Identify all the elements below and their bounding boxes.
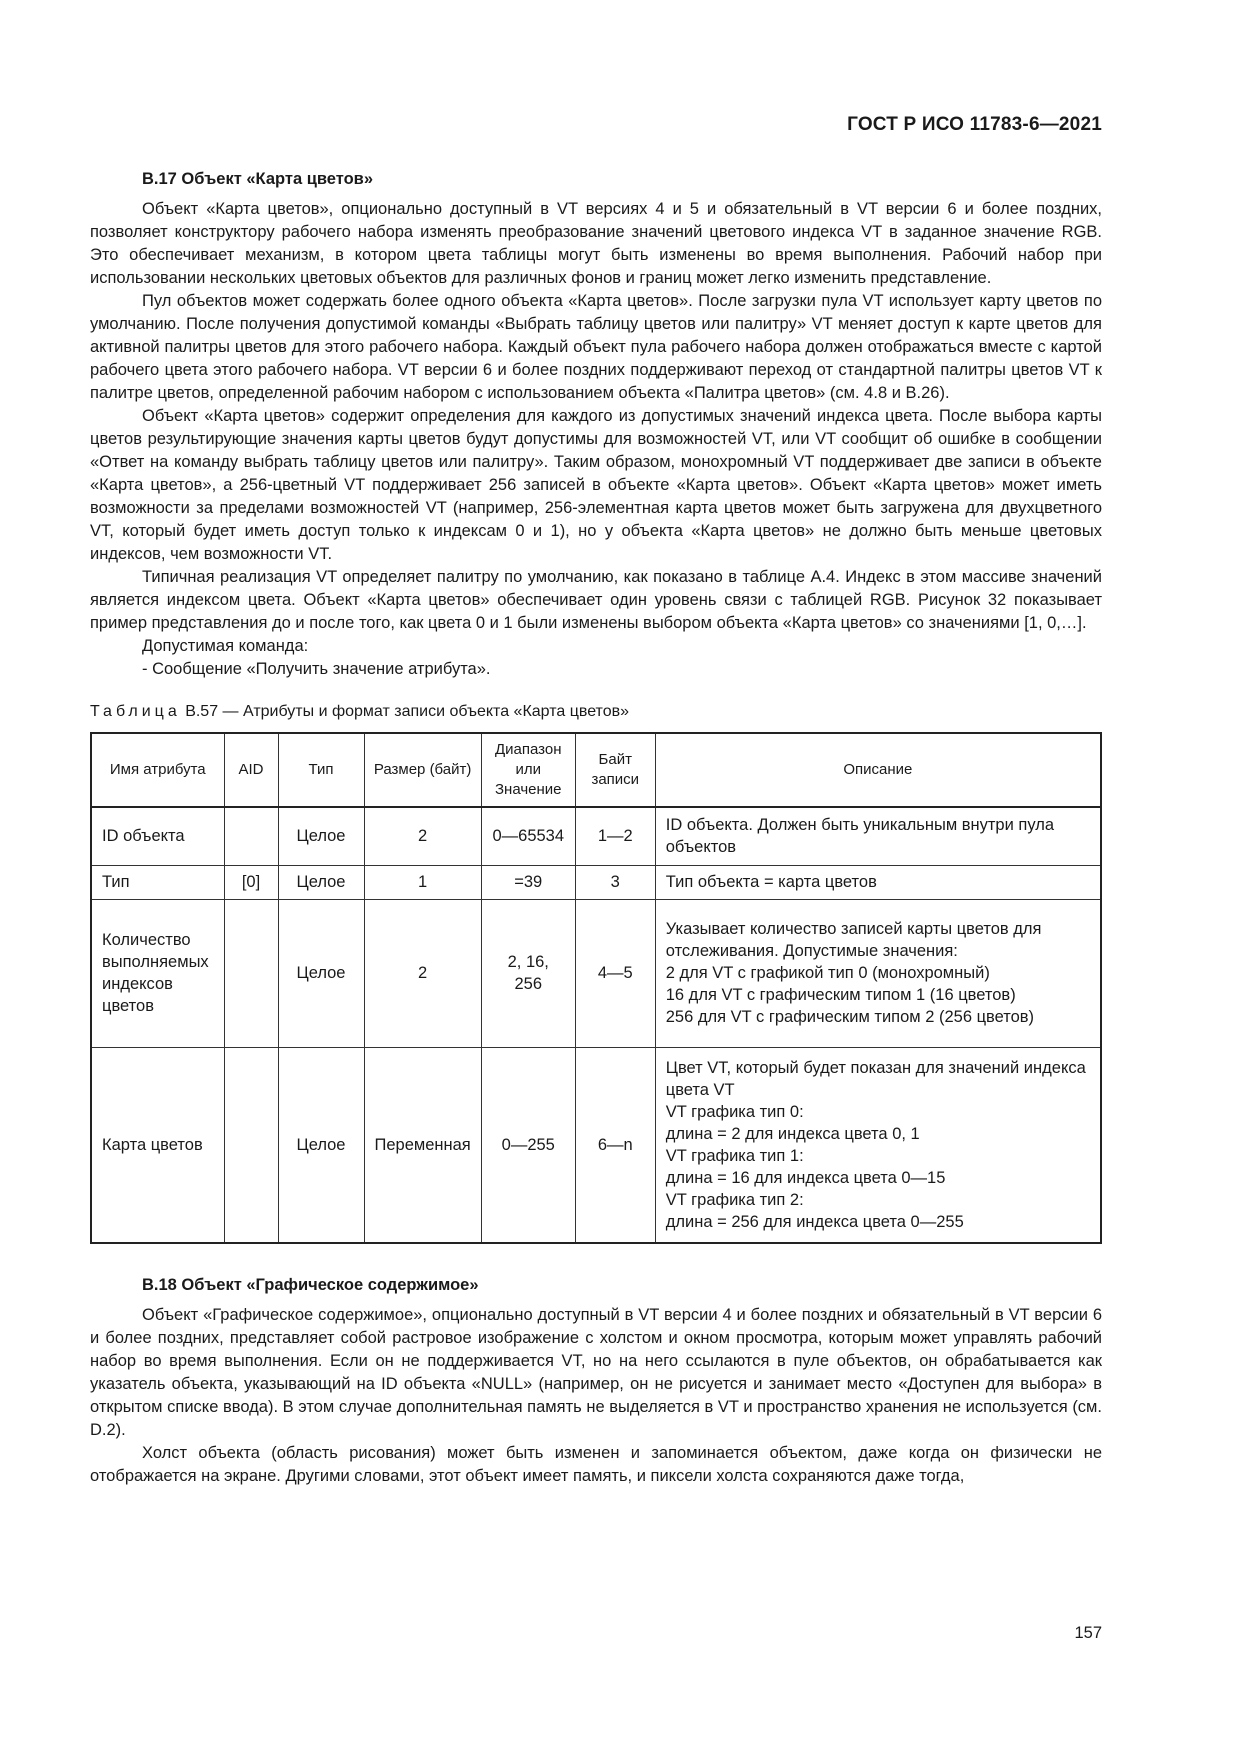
paragraph: Объект «Карта цветов» содержит определения для каждого из допустимых значений индекса цвета. После выбора карты цветов результирующие значения карты цветов будут допустимы для возможностей VT, или VT сообщит об ошибке в сообщении «Ответ на команду выбрать таблицу цветов или палитру». Таким образом, монохромный VT поддерживает две записи в объекте «Карта цветов», а 256-цветный VT поддерживает 256 записей в объекте «Карта цветов». Объект «Карта цветов» может иметь возможности за пределами возможностей VT (например, 256-элементная карта цветов может быть загружена для двухцветного VT, который будет иметь доступ только к индексам 0 и 1), но у объекта «Карта цветов» не должно быть меньше цветовых индексов, чем возможности VT.	[90, 407, 1102, 563]
table-caption-label: Таблица	[90, 703, 181, 720]
cell-byte: 6—n	[575, 1047, 655, 1243]
description-line: 2 для VT с графикой тип 0 (монохромный)	[665, 964, 990, 982]
table-row	[91, 899, 1101, 1047]
cell-byte: 4—5	[575, 899, 655, 1047]
cell-byte: 3	[575, 865, 655, 899]
cell-range: 0—255	[481, 1047, 575, 1243]
section-title-b18: B.18 Объект «Графическое содержимое»	[142, 1276, 479, 1294]
table-header-row	[91, 733, 1101, 807]
section-title-b17: B.17 Объект «Карта цветов»	[142, 170, 373, 188]
cell-range: =39	[481, 865, 575, 899]
cell-description	[655, 899, 1101, 1047]
cell-aid	[224, 899, 278, 1047]
cell-type: Целое	[278, 865, 364, 899]
header-size: Размер (байт)	[364, 733, 481, 807]
table-row	[91, 865, 1101, 899]
description-line: Указывает количество записей карты цветов для отслеживания. Допустимые значения:	[665, 920, 1042, 960]
cell-name: ID объекта	[91, 807, 224, 865]
cell-description	[655, 807, 1101, 865]
paragraph: Объект «Карта цветов», опционально доступный в VT версиях 4 и 5 и обязательный в VT версии 6 и более поздних, позволяет конструктору рабочего набора изменять преобразование значений цветового индекса VT в заданное значение RGB. Это обеспечивает механизм, в котором цвета таблицы могут быть изменены во время выполнения. Рабочий набор при использовании нескольких цветовых объектов для различных фонов и границ может легко изменить представление.	[90, 200, 1102, 287]
description-line: Цвет VT, который будет показан для значений индекса цвета VT	[665, 1058, 1086, 1099]
cell-type: Целое	[278, 899, 364, 1047]
page-content	[90, 168, 1102, 1488]
cell-size: 1	[364, 865, 481, 899]
cell-range: 2, 16, 256	[481, 899, 575, 1047]
table-caption	[90, 701, 1102, 723]
paragraph: Холст объекта (область рисования) может быть изменен и запоминается объектом, даже когда он физически не отображается на экране. Другими словами, этот объект имеет память, и пиксели холста сохраняются даже тогда,	[90, 1444, 1102, 1485]
cell-size: Переменная	[364, 1047, 481, 1243]
cell-byte: 1—2	[575, 807, 655, 865]
description-line: Тип объекта = карта цветов	[665, 873, 877, 891]
description-line: 16 для VT с графическим типом 1 (16 цветов)	[665, 986, 1016, 1004]
description-line: VT графика тип 2:	[665, 1190, 804, 1209]
description-line: VT графика тип 0:	[665, 1102, 804, 1121]
header-aid: AID	[224, 733, 278, 807]
description-line: VT графика тип 1:	[665, 1146, 804, 1165]
command-label: Допустимая команда:	[142, 637, 309, 655]
cell-type: Целое	[278, 807, 364, 865]
description-line: длина = 16 для индекса цвета 0—15	[665, 1168, 946, 1187]
paragraph: Объект «Графическое содержимое», опционально доступный в VT версии 4 и более поздних и обязательный в VT версии 6 и более поздних, представляет собой растровое изображение с холстом и окном просмотра, которым может управлять рабочий набор во время выполнения. Если он не поддерживается VT, но на него ссылаются в пуле объектов, он обрабатывается как указатель объекта, указывающий на ID объекта «NULL» (например, он не рисуется и занимает место «Доступен для выбора» в открытом списке ввода). В этом случае дополнительная память не выделяется в VT и пространство хранения не используется (см. D.2).	[90, 1306, 1102, 1439]
paragraph: Пул объектов может содержать более одного объекта «Карта цветов». После загрузки пула VT использует карту цветов по умолчанию. После получения допустимой команды «Выбрать таблицу цветов или палитру» VT меняет доступ к карте цветов для активной палитры цветов для этого рабочего набора. Каждый объект пула рабочего набора должен отображаться вместе с картой рабочего цвета этого рабочего набора. VT версии 6 и более поздних поддерживают переход от стандартной палитры цветов VT к палитре цветов, определенной рабочим набором с использованием объекта «Палитра цветов» (см. 4.8 и В.26).	[90, 292, 1102, 402]
cell-aid: [0]	[224, 865, 278, 899]
cell-aid	[224, 807, 278, 865]
header-byte: Байт записи	[575, 733, 655, 807]
cell-name: Количество выполняемых индексов цветов	[91, 899, 224, 1047]
description-line: длина = 2 для индекса цвета 0, 1	[665, 1124, 920, 1143]
section-b18	[90, 1274, 1102, 1488]
cell-aid	[224, 1047, 278, 1243]
description-line: длина = 256 для индекса цвета 0—255	[665, 1212, 964, 1231]
cell-range: 0—65534	[481, 807, 575, 865]
cell-name: Карта цветов	[91, 1047, 224, 1243]
table-caption-text: В.57 — Атрибуты и формат записи объекта «Карта цветов»	[185, 703, 629, 720]
document-header: ГОСТ Р ИСО 11783-6—2021	[847, 114, 1102, 135]
attributes-table	[90, 732, 1102, 1244]
header-type: Тип	[278, 733, 364, 807]
header-name: Имя атрибута	[91, 733, 224, 807]
description-line: 256 для VT с графическим типом 2 (256 цветов)	[665, 1008, 1035, 1026]
cell-size: 2	[364, 807, 481, 865]
paragraph: Типичная реализация VT определяет палитру по умолчанию, как показано в таблице А.4. Индекс в этом массиве значений является индексом цвета. Объект «Карта цветов» обеспечивает один уровень связи с таблицей RGB. Рисунок 32 показывает пример представления до и после того, как цвета 0 и 1 были изменены выбором объекта «Карта цветов» со значениями [1, 0,…].	[90, 568, 1102, 632]
description-line: ID объекта. Должен быть уникальным внутри пула объектов	[665, 816, 1055, 857]
table-row	[91, 807, 1101, 865]
command-item: - Сообщение «Получить значение атрибута».	[142, 660, 491, 678]
table-row	[91, 1047, 1101, 1243]
cell-description	[655, 1047, 1101, 1243]
page-number: 157	[1074, 1624, 1102, 1642]
cell-size: 2	[364, 899, 481, 1047]
header-range: Диапазон или Значение	[481, 733, 575, 807]
cell-type: Целое	[278, 1047, 364, 1243]
cell-name: Тип	[91, 865, 224, 899]
header-description: Описание	[655, 733, 1101, 807]
cell-description	[655, 865, 1101, 899]
